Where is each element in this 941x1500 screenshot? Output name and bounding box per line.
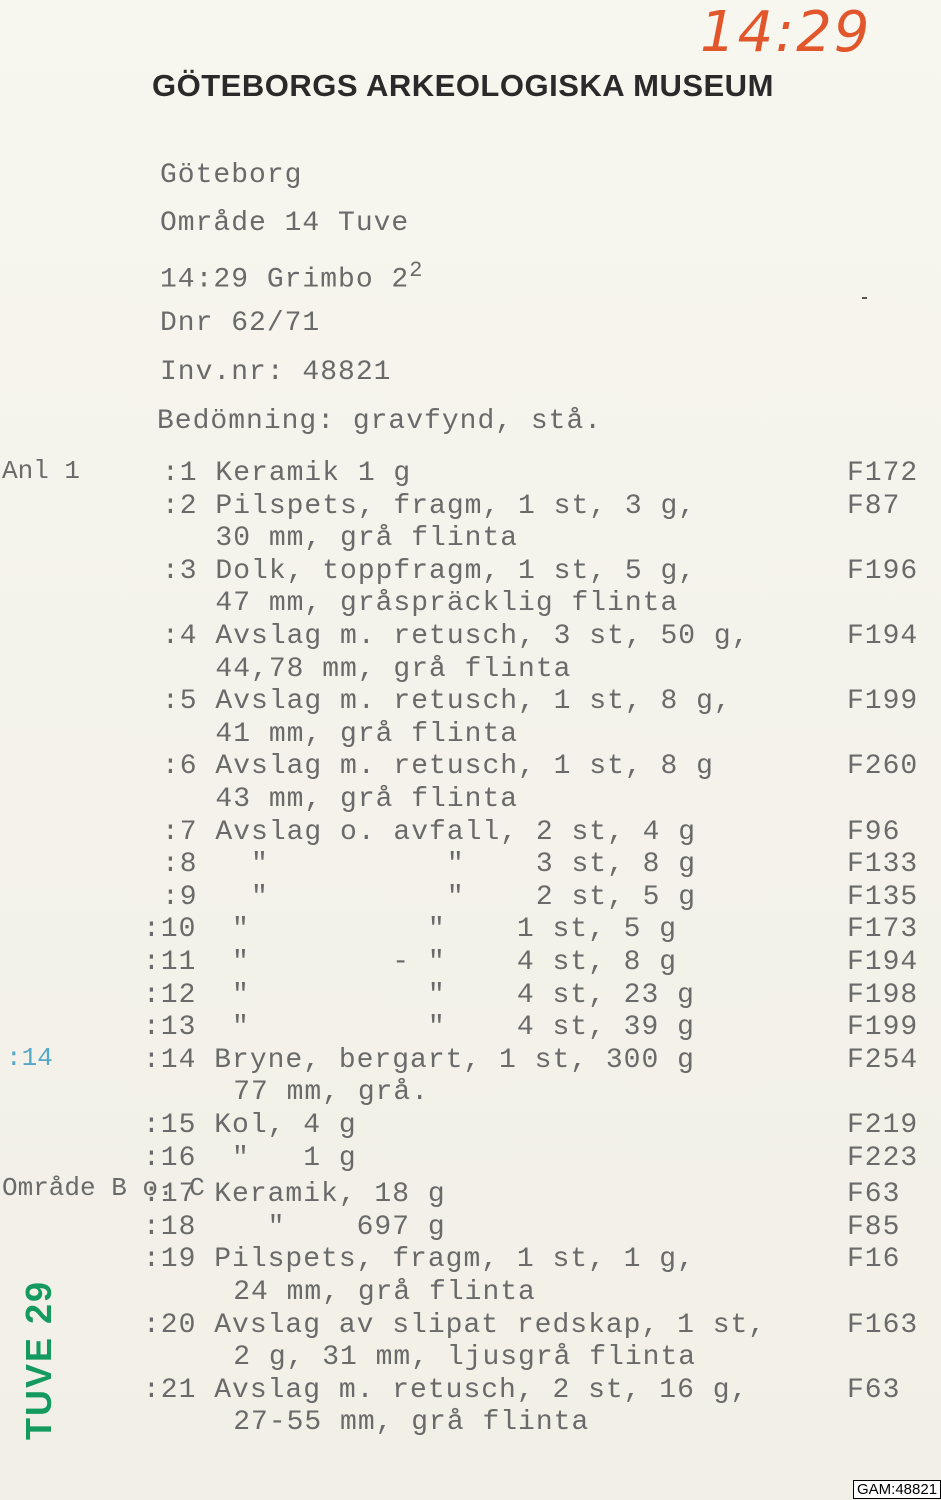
entry-code: F133 bbox=[847, 849, 919, 881]
entry-code: F173 bbox=[847, 914, 919, 946]
museum-name: GÖTEBORGS ARKEOLOGISKA MUSEUM bbox=[152, 68, 774, 103]
entry-code: F163 bbox=[847, 1309, 919, 1341]
entry-line: :1 Keramik 1 g bbox=[162, 458, 412, 489]
entry-code: F219 bbox=[847, 1110, 919, 1141]
entry-line: 30 mm, grå flinta bbox=[162, 523, 519, 555]
entry-line: :5 Avslag m. retusch, 1 st, 8 g, bbox=[162, 686, 732, 718]
entry-code: F254 bbox=[847, 1044, 919, 1076]
stray-mark bbox=[862, 297, 867, 299]
entry-line: :19 Pilspets, fragm, 1 st, 1 g, bbox=[143, 1244, 695, 1276]
entry-line: :18 " 697 g bbox=[143, 1211, 446, 1243]
entry-line: 44,78 mm, grå flinta bbox=[162, 653, 572, 685]
entry-line: :14 Bryne, bergart, 1 st, 300 g bbox=[143, 1044, 695, 1076]
entry-line: 43 mm, grå flinta bbox=[162, 784, 519, 815]
entry-line: :16 " 1 g bbox=[143, 1142, 357, 1174]
entry-line: 24 mm, grå flinta bbox=[162, 1277, 536, 1308]
entry-code: F16 bbox=[847, 1244, 901, 1276]
header-site bbox=[160, 258, 423, 295]
entry-line: :17 Keramik, 18 g bbox=[143, 1179, 446, 1211]
entry-line: :13 " " 4 st, 39 g bbox=[143, 1012, 695, 1044]
entry-code: F196 bbox=[847, 555, 919, 587]
entry-code: F194 bbox=[847, 947, 919, 978]
entry-line: :4 Avslag m. retusch, 3 st, 50 g, bbox=[162, 621, 750, 652]
entry-line: :15 Kol, 4 g bbox=[143, 1110, 357, 1141]
tuve-stamp: TUVE 29 bbox=[18, 1279, 59, 1440]
area-b-label: Område B o. C bbox=[2, 1173, 205, 1203]
blue-note: :14 bbox=[6, 1043, 53, 1073]
entry-code: F199 bbox=[847, 1012, 919, 1044]
handwritten-number: 14:29 bbox=[700, 0, 872, 65]
entry-line: 2 g, 31 mm, ljusgrå flinta bbox=[162, 1342, 697, 1374]
entry-line: :8 " " 3 st, 8 g bbox=[162, 849, 697, 881]
entry-line: :12 " " 4 st, 23 g bbox=[143, 979, 695, 1011]
entry-code: F198 bbox=[847, 979, 919, 1011]
entry-line: :21 Avslag m. retusch, 2 st, 16 g, bbox=[143, 1374, 749, 1406]
entry-code: F63 bbox=[847, 1374, 901, 1406]
entry-line: :3 Dolk, toppfragm, 1 st, 5 g, bbox=[162, 555, 697, 587]
entry-line: :11 " - " 4 st, 8 g bbox=[143, 947, 678, 978]
header-city: Göteborg bbox=[160, 160, 303, 191]
entry-line: :7 Avslag o. avfall, 2 st, 4 g bbox=[162, 816, 697, 848]
entry-code: F194 bbox=[847, 621, 919, 652]
entry-code: F87 bbox=[847, 490, 901, 522]
entry-line: :20 Avslag av slipat redskap, 1 st, bbox=[143, 1309, 767, 1341]
header-site-sup: 2 bbox=[409, 258, 424, 283]
entry-line: 41 mm, grå flinta bbox=[162, 718, 519, 750]
entry-line: 77 mm, grå. bbox=[162, 1077, 430, 1109]
entry-code: F223 bbox=[847, 1142, 919, 1174]
entry-code: F96 bbox=[847, 816, 901, 848]
entry-code: F85 bbox=[847, 1211, 901, 1243]
entry-line: :6 Avslag m. retusch, 1 st, 8 g bbox=[162, 751, 714, 783]
entry-code: F260 bbox=[847, 751, 919, 783]
header-site-base: 14:29 Grimbo 2 bbox=[160, 264, 410, 296]
entry-line: :2 Pilspets, fragm, 1 st, 3 g, bbox=[162, 490, 697, 522]
entry-code: F199 bbox=[847, 686, 919, 718]
entry-code: F172 bbox=[847, 458, 919, 489]
entry-line: 27-55 mm, grå flinta bbox=[162, 1407, 590, 1439]
entry-line: 47 mm, gråspräcklig flinta bbox=[162, 588, 679, 620]
header-area: Område 14 Tuve bbox=[160, 208, 410, 239]
catalog-tag: GAM:48821 bbox=[853, 1480, 941, 1499]
anl-label: Anl 1 bbox=[2, 456, 81, 486]
entry-code: F63 bbox=[847, 1179, 901, 1211]
header-assessment: Bedömning: gravfynd, stå. bbox=[157, 406, 603, 437]
header-dnr: Dnr 62/71 bbox=[160, 308, 321, 339]
header-inv: Inv.nr: 48821 bbox=[160, 357, 392, 388]
entry-code: F135 bbox=[847, 881, 919, 913]
entry-line: :10 " " 1 st, 5 g bbox=[143, 914, 678, 946]
entry-line: :9 " " 2 st, 5 g bbox=[162, 881, 697, 913]
